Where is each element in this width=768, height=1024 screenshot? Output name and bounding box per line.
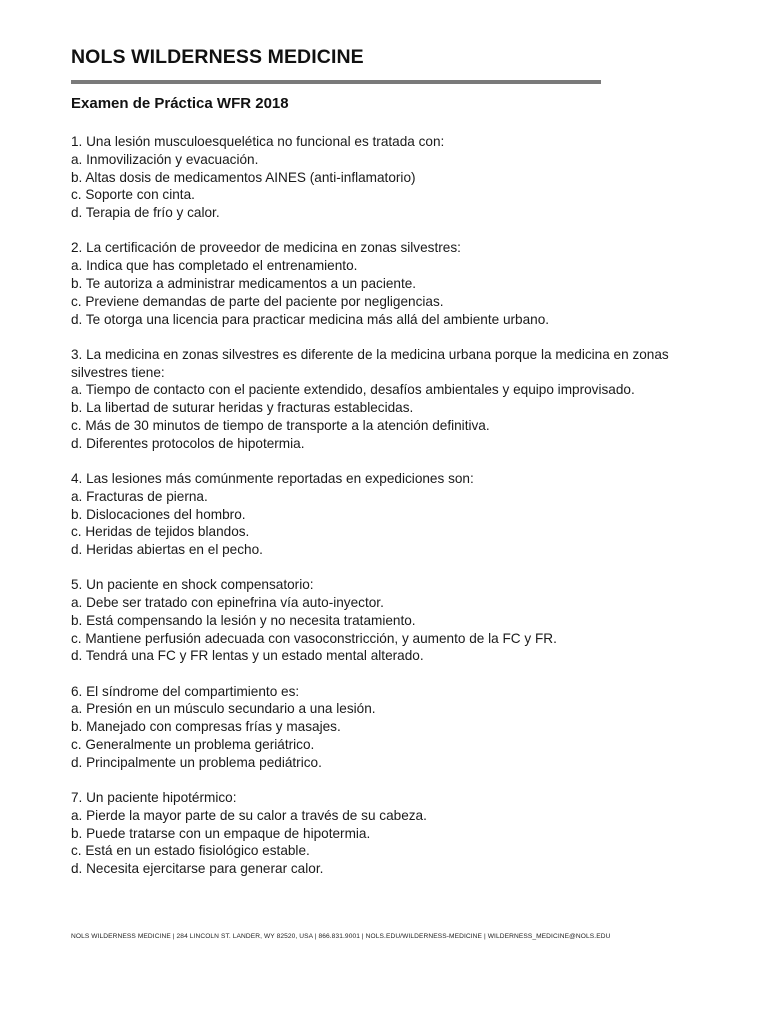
question-7	[71, 789, 711, 878]
answer-option-c: c. Está en un estado fisiológico estable.	[71, 843, 310, 859]
answer-option-b: b. Está compensando la lesión y no necesita tratamiento.	[71, 612, 416, 628]
exam-title: Examen de Práctica WFR 2018	[71, 95, 289, 112]
answer-option-d: d. Necesita ejercitarse para generar calor.	[71, 861, 324, 877]
question-stem: 4. Las lesiones más comúnmente reportadas en expediciones son:	[71, 470, 474, 486]
question-2	[71, 239, 711, 328]
answer-option-d: d. Tendrá una FC y FR lentas y un estado mental alterado.	[71, 648, 424, 664]
answer-option-a: a. Fracturas de pierna.	[71, 488, 208, 504]
answer-option-d: d. Principalmente un problema pediátrico.	[71, 754, 322, 770]
answer-option-a: a. Debe ser tratado con epinefrina vía auto-inyector.	[71, 595, 384, 611]
question-stem: 6. El síndrome del compartimiento es:	[71, 683, 300, 699]
answer-option-d: d. Heridas abiertas en el pecho.	[71, 542, 263, 558]
answer-option-b: b. Altas dosis de medicamentos AINES (anti-inflamatorio)	[71, 169, 416, 185]
answer-option-d: d. Diferentes protocolos de hipotermia.	[71, 435, 305, 451]
org-title: NOLS WILDERNESS MEDICINE	[71, 46, 364, 68]
question-list	[71, 133, 711, 895]
title-divider	[71, 80, 601, 84]
answer-option-c: c. Generalmente un problema geriátrico.	[71, 737, 315, 753]
answer-option-d: d. Te otorga una licencia para practicar medicina más allá del ambiente urbano.	[71, 311, 550, 327]
question-5	[71, 576, 711, 665]
answer-option-b: b. Manejado con compresas frías y masajes.	[71, 719, 341, 735]
answer-option-b: b. Puede tratarse con un empaque de hipotermia.	[71, 825, 371, 841]
question-stem: 1. Una lesión musculoesquelética no funcional es tratada con:	[71, 134, 445, 149]
question-3	[71, 346, 711, 453]
answer-option-b: b. Dislocaciones del hombro.	[71, 506, 246, 522]
answer-option-a: a. Pierde la mayor parte de su calor a través de su cabeza.	[71, 807, 427, 823]
answer-option-c: c. Soporte con cinta.	[71, 187, 195, 203]
answer-option-c: c. Heridas de tejidos blandos.	[71, 524, 250, 540]
question-stem: 5. Un paciente en shock compensatorio:	[71, 577, 314, 593]
answer-option-c: c. Mantiene perfusión adecuada con vasoconstricción, y aumento de la FC y FR.	[71, 630, 557, 646]
answer-option-a: a. Tiempo de contacto con el paciente extendido, desafíos ambientales y equipo improvisado.	[71, 382, 635, 398]
answer-option-a: a. Indica que has completado el entrenamiento.	[71, 258, 358, 274]
question-stem: 7. Un paciente hipotérmico:	[71, 790, 237, 806]
question-1	[71, 133, 711, 222]
answer-option-b: b. La libertad de suturar heridas y fracturas establecidas.	[71, 400, 414, 416]
answer-option-a: a. Presión en un músculo secundario a una lesión.	[71, 701, 376, 717]
footer-contact-line: NOLS WILDERNESS MEDICINE | 284 LINCOLN ST. LANDER, WY 82520, USA | 866.831.9001 | NOLS.EDU/WILDERNESS-MEDICINE | WILDERNESS_MEDICINE@NOLS.EDU	[71, 933, 611, 940]
answer-option-c: c. Más de 30 minutos de tiempo de transporte a la atención definitiva.	[71, 417, 490, 433]
question-stem: 3. La medicina en zonas silvestres es diferente de la medicina urbana porque la medicina en zonas silvestres tiene:	[71, 346, 669, 380]
question-6	[71, 683, 711, 772]
answer-option-c: c. Previene demandas de parte del paciente por negligencias.	[71, 293, 444, 309]
question-4	[71, 470, 711, 559]
answer-option-d: d. Terapia de frío y calor.	[71, 205, 220, 221]
answer-option-b: b. Te autoriza a administrar medicamentos a un paciente.	[71, 275, 417, 291]
question-stem: 2. La certificación de proveedor de medicina en zonas silvestres:	[71, 240, 461, 256]
answer-option-a: a. Inmovilización y evacuación.	[71, 151, 259, 167]
